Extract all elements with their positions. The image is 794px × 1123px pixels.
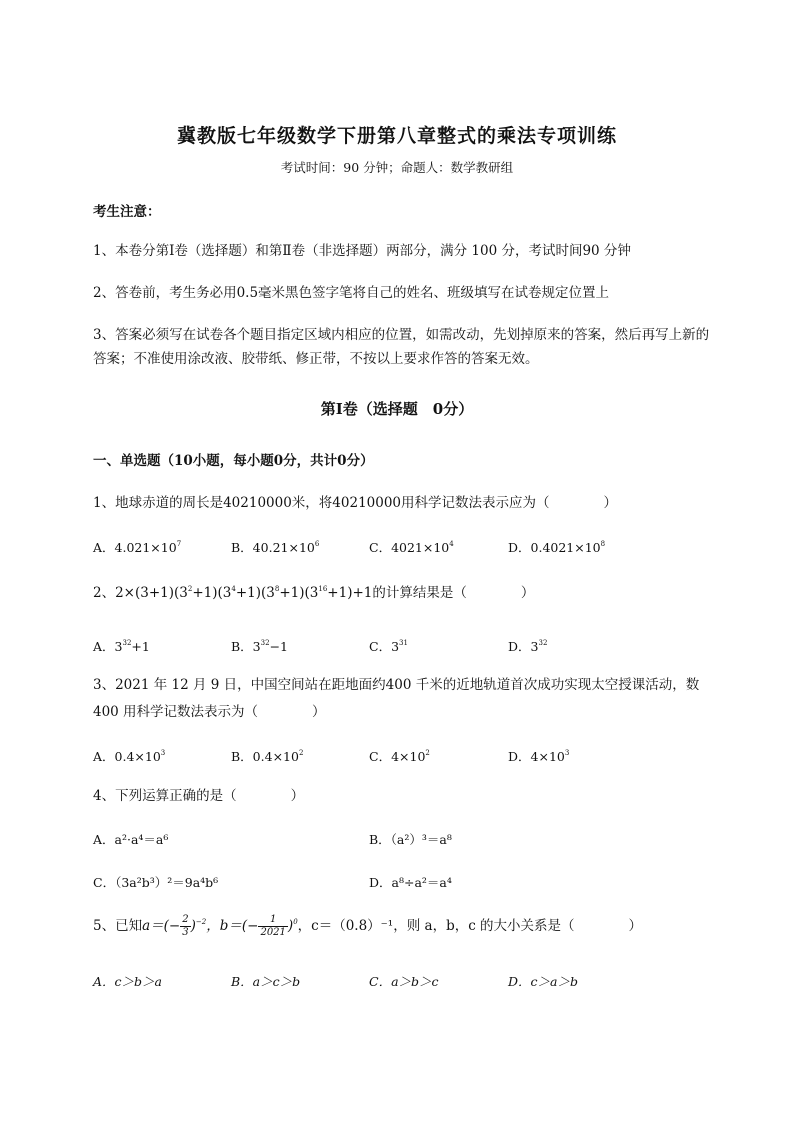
notice-item-1: 1、本卷分第Ⅰ卷（选择题）和第Ⅱ卷（非选择题）两部分，满分 100 分，考试时间90 分钟: [93, 243, 631, 259]
question-1-stem: 1、地球赤道的周长是40210000米，将40210000用科学记数法表示应为（ ）: [93, 495, 618, 511]
question-5-b-expression: ，b＝(− $\frac{1}{2021}$ )$^0$: [206, 914, 298, 938]
section-title: 第Ⅰ卷（选择题 0分）: [320, 400, 474, 418]
question-4-stem: 4、下列运算正确的是（ ）: [93, 788, 305, 804]
question-5-option-c[interactable]: C．a＞b＞c: [369, 974, 439, 989]
question-3-stem-line-2: 400 用科学记数法表示为（ ）: [93, 704, 326, 720]
question-2-option-d[interactable]: D．$3^{32}$: [508, 639, 548, 654]
notice-heading: 考生注意：: [93, 204, 161, 220]
question-3-option-c[interactable]: C．$4\times 10^2$: [369, 749, 430, 764]
question-4-option-c[interactable]: C．（3a²b³）²＝9a⁴b⁶: [93, 875, 219, 890]
part-heading: 一、单选题（10小题，每小题0分，共计0分）: [93, 453, 374, 469]
exam-title: 冀教版七年级数学下册第八章整式的乘法专项训练: [176, 125, 617, 147]
question-5-option-b[interactable]: B．a＞c＞b: [231, 974, 301, 989]
question-2-expression: $2\times(3+1)(3^2+1)(3^4+1)(3^8+1)(3^{16}+1)+1$: [115, 585, 373, 601]
exam-subtitle: 考试时间：90 分钟；命题人：数学教研组: [280, 160, 514, 175]
question-2-option-a[interactable]: A．$3^{32}+1$: [93, 639, 150, 654]
question-4-option-a[interactable]: A．a²·a⁴＝a⁶: [93, 832, 169, 847]
question-5-a-expression: a＝(− $\frac{2}{3}$ )$^{-2}$: [142, 914, 207, 938]
notice-item-3: 3、答案必须写在试卷各个题目指定区域内相应的位置，如需改动，先划掉原来的答案，然后再写上新的答案；不准使用涂改液、胶带纸、修正带，不按以上要求作答的答案无效。: [93, 327, 710, 367]
question-2-stem: 2、$2\times(3+1)(3^2+1)(3^4+1)(3^8+1)(3^{16}+1)+1$的计算结果是（ ）: [93, 585, 535, 601]
notice-item-2: 2、答卷前，考生务必用0.5毫米黑色签字笔将自己的姓名、班级填写在试卷规定位置上: [93, 285, 610, 301]
question-1-option-a[interactable]: A．$4.021\times 10^7$: [93, 540, 182, 555]
question-1-option-b[interactable]: B．$40.21\times 10^6$: [231, 540, 320, 555]
question-1-option-c[interactable]: C．$4021\times 10^4$: [369, 540, 454, 555]
question-3-option-d[interactable]: D．$4\times 10^3$: [508, 749, 570, 764]
question-3-option-a[interactable]: A．$0.4\times 10^3$: [93, 749, 166, 764]
question-2-option-b[interactable]: B．$3^{32}-1$: [231, 639, 288, 654]
question-4-option-d[interactable]: D．a⁸÷a²＝a⁴: [369, 875, 452, 890]
question-2-option-c[interactable]: C．$3^{31}$: [369, 639, 408, 654]
question-5-option-d[interactable]: D．c＞a＞b: [508, 974, 578, 989]
question-5-option-a[interactable]: A．c＞b＞a: [93, 974, 162, 989]
question-4-option-b[interactable]: B．（a²）³＝a⁸: [369, 832, 452, 847]
question-1-option-d[interactable]: D．$0.4021\times 10^8$: [508, 540, 606, 555]
question-3-option-b[interactable]: B．$0.4\times 10^2$: [231, 749, 304, 764]
question-5-stem: 5、已知a＝(− $\frac{2}{3}$ )$^{-2}$，b＝(− $\frac{1}{2021}$ )$^0$，c＝（0.8）⁻¹，则 a，b，c 的大小关系是（ ）: [93, 914, 643, 938]
question-3-stem-line-1: 3、2021 年 12 月 9 日，中国空间站在距地面约400 千米的近地轨道首次成功实现太空授课活动，数: [93, 677, 700, 693]
